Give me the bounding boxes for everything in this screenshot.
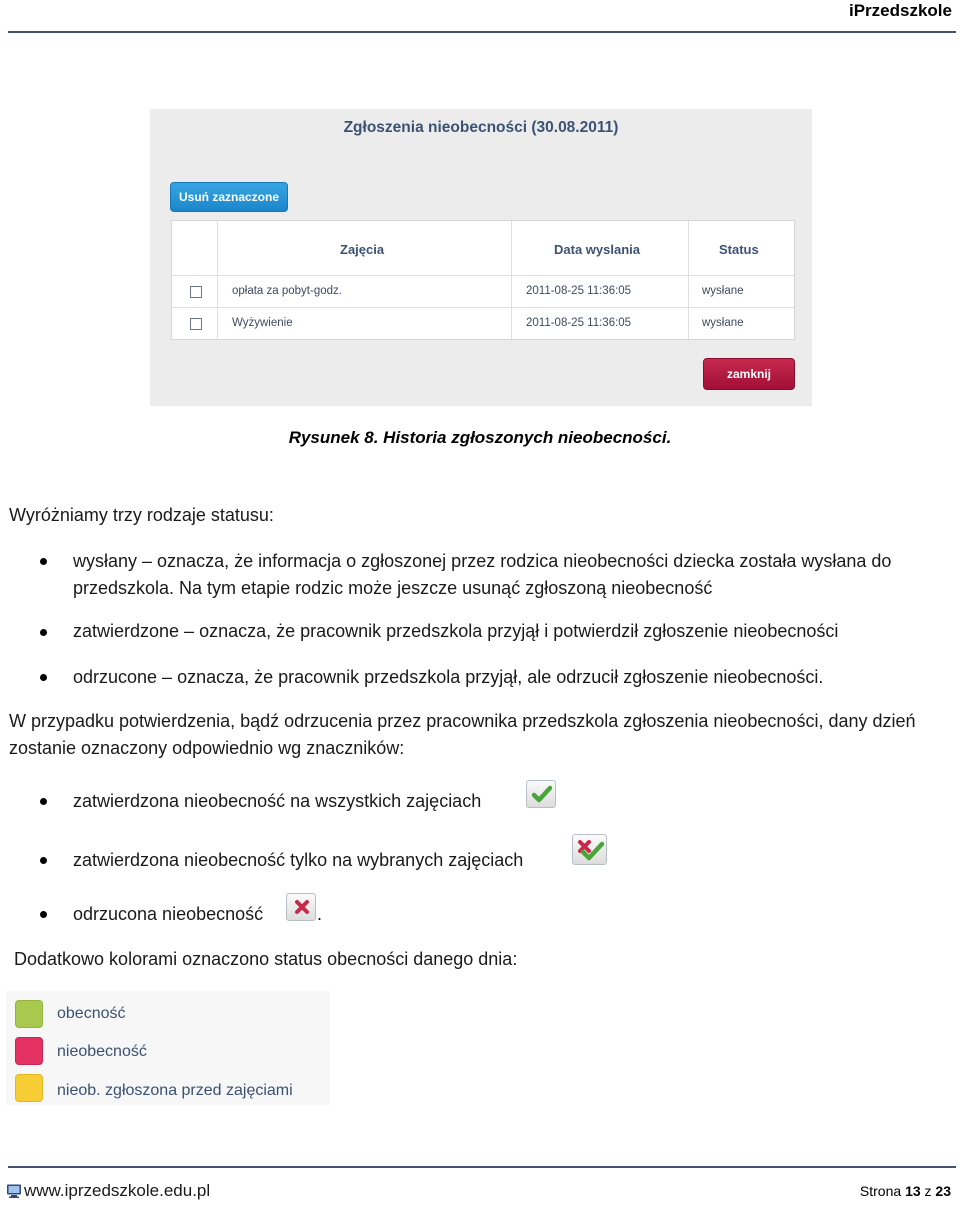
- page-separator: z: [924, 1183, 932, 1199]
- bullet: [40, 798, 47, 805]
- bullet: [40, 911, 47, 918]
- row-checkbox[interactable]: [190, 286, 202, 298]
- marker-item-all: zatwierdzona nieobecność na wszystkich zajęciach: [73, 791, 482, 811]
- row-status: wysłane: [702, 317, 744, 329]
- figure-caption: Rysunek 8. Historia zgłoszonych nieobecności.: [288, 428, 672, 447]
- status-rejected-item: odrzucone – oznacza, że pracownik przedszkola przyjął, ale odrzucił zgłoszenie nieobecności.: [73, 667, 824, 687]
- legend-label-presence: obecność: [57, 1005, 126, 1022]
- marker-item-rejected: odrzucona nieobecność: [73, 904, 264, 924]
- markers-intro: W przypadku potwierdzenia, bądź odrzucenia przez pracownika przedszkola zgłoszenia nieobecności, dany dzień zostanie oznaczony odpowiednio wg znaczników:: [9, 711, 916, 758]
- legend-label-reported: nieob. zgłoszona przed zajęciami: [57, 1082, 293, 1099]
- page-number: [860, 1183, 951, 1199]
- row-activity: opłata za pobyt-godz.: [232, 285, 342, 297]
- bullet: [40, 558, 47, 565]
- row-sent-date: 2011-08-25 11:36:05: [526, 285, 632, 297]
- reported-absence-swatch: [15, 1074, 43, 1102]
- footer-website-link[interactable]: www.iprzedszkole.edu.pl: [24, 1181, 211, 1200]
- marker-item-selected: zatwierdzona nieobecność tylko na wybranych zajęciach: [73, 850, 524, 870]
- row-activity: Wyżywienie: [232, 317, 293, 329]
- total-pages: 23: [935, 1183, 951, 1199]
- absence-reports-table: [171, 220, 795, 340]
- current-page: 13: [905, 1183, 921, 1199]
- row-status: wysłane: [702, 285, 744, 297]
- absence-swatch: [15, 1037, 43, 1065]
- red-x-icon: [286, 893, 316, 921]
- marker-item-rejected-suffix: .: [317, 904, 323, 924]
- header-brand: iPrzedszkole: [849, 1, 952, 20]
- computer-icon: [6, 1183, 22, 1204]
- close-button[interactable]: zamknij: [703, 358, 795, 390]
- status-sent-item: wysłany – oznacza, że informacja o zgłoszonej przez rodzica nieobecności dziecka została wysłana do przedszkola. Na tym etapie rodzic może jeszcze usunąć zgłoszoną nieobecność: [73, 551, 892, 598]
- delete-selected-button[interactable]: Usuń zaznaczone: [170, 182, 288, 212]
- legend-label-absence: nieobecność: [57, 1043, 147, 1060]
- column-header-activity: Zajęcia: [340, 242, 385, 257]
- check-with-x-icon: [572, 834, 607, 865]
- column-header-status: Status: [719, 242, 759, 257]
- status-approved-item: zatwierdzone – oznacza, że pracownik przedszkola przyjął i potwierdził zgłoszenie nieobecności: [73, 621, 839, 641]
- row-checkbox[interactable]: [190, 318, 202, 330]
- bullet: [40, 674, 47, 681]
- green-check-icon: [526, 780, 556, 808]
- colors-intro: Dodatkowo kolorami oznaczono status obecności danego dnia:: [14, 949, 518, 969]
- bullet: [40, 629, 47, 636]
- footer-divider: [8, 1166, 956, 1168]
- absence-reports-figure: [150, 109, 812, 406]
- bullet: [40, 857, 47, 864]
- presence-swatch: [15, 1000, 43, 1028]
- header-divider: [8, 31, 956, 33]
- status-intro: Wyróżniamy trzy rodzaje statusu:: [9, 505, 274, 525]
- row-sent-date: 2011-08-25 11:36:05: [526, 317, 632, 329]
- page-prefix: Strona: [859, 1183, 902, 1199]
- figure-title: Zgłoszenia nieobecności (30.08.2011): [343, 119, 619, 136]
- attendance-color-legend: [6, 991, 330, 1105]
- column-header-sent-date: Data wyslania: [554, 242, 640, 257]
